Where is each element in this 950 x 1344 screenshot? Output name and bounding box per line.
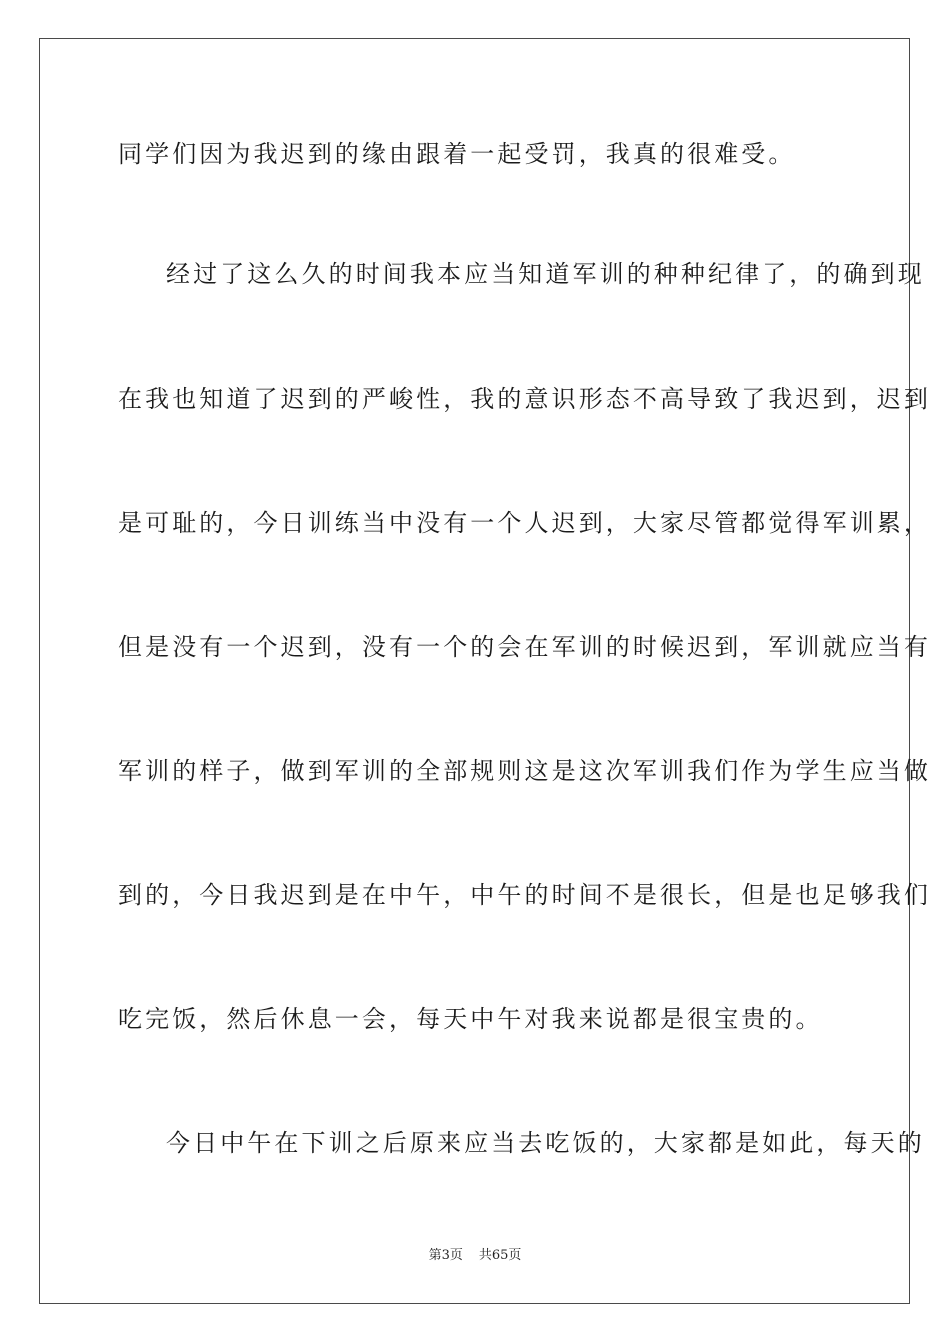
- text-line: 在我也知道了迟到的严峻性，我的意识形态不高导致了我迟到，迟到: [118, 385, 931, 413]
- page-number: 第3页: [428, 1248, 463, 1263]
- page-footer: [0, 1248, 950, 1264]
- paragraph-start-line: 今日中午在下训之后原来应当去吃饭的，大家都是如此，每天的: [166, 1129, 925, 1157]
- page-border: [39, 38, 931, 1304]
- text-line: 是可耻的，今日训练当中没有一个人迟到，大家尽管都觉得军训累，: [118, 509, 931, 537]
- total-pages: 共65页: [478, 1248, 522, 1263]
- text-line: 同学们因为我迟到的缘由跟着一起受罚，我真的很难受。: [118, 140, 796, 168]
- paragraph-start-line: 经过了这么久的时间我本应当知道军训的种种纪律了，的确到现: [166, 260, 925, 288]
- text-line: 但是没有一个迟到，没有一个的会在军训的时候迟到，军训就应当有: [118, 633, 931, 661]
- text-line: 军训的样子，做到军训的全部规则这是这次军训我们作为学生应当做: [118, 757, 931, 785]
- text-line: 到的，今日我迟到是在中午，中午的时间不是很长，但是也足够我们: [118, 881, 931, 909]
- text-line: 吃完饭，然后休息一会，每天中午对我来说都是很宝贵的。: [118, 1005, 823, 1033]
